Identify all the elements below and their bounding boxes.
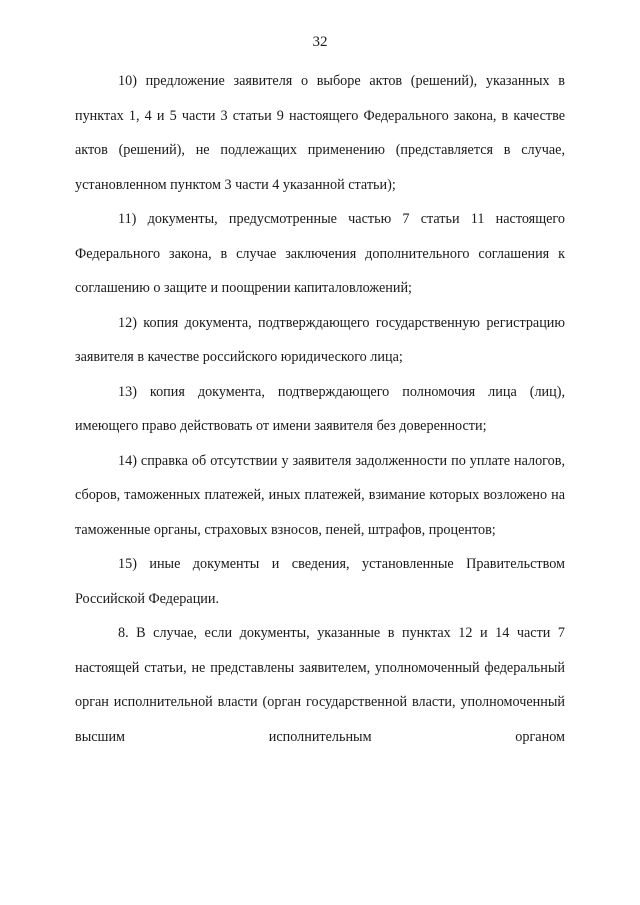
list-item-15: 15) иные документы и сведения, установленные Правительством Российской Федерации. [75, 556, 565, 607]
list-item-14: 14) справка об отсутствии у заявителя задолженности по уплате налогов, сборов, таможенных платежей, иных платежей, взимание которых возложено на таможенные органы, страховых взносов, пеней, штрафов, процентов; [75, 452, 565, 538]
page-number: 32 [312, 34, 328, 50]
list-item-10: 10) предложение заявителя о выборе актов (решений), указанных в пунктах 1, 4 и 5 части 3 статьи 9 настоящего Федерального закона, в качестве актов (решений), не подлежащих применению (представляется в случае, установленном пунктом 3 части 4 указанной статьи); [75, 73, 565, 193]
list-item-13: 13) копия документа, подтверждающего полномочия лица (лиц), имеющего право действовать от имени заявителя без доверенности; [75, 383, 565, 434]
document-body [75, 64, 565, 754]
list-item-12: 12) копия документа, подтверждающего государственную регистрацию заявителя в качестве российского юридического лица; [75, 314, 565, 365]
section-8-paragraph: 8. В случае, если документы, указанные в пунктах 12 и 14 части 7 настоящей статьи, не представлены заявителем, уполномоченный федеральный орган исполнительной власти (орган государственной власти, уполномоченный высшим исполнительным органом [75, 625, 565, 745]
list-item-11: 11) документы, предусмотренные частью 7 статьи 11 настоящего Федерального закона, в случае заключения дополнительного соглашения к соглашению о защите и поощрении капиталовложений; [75, 211, 565, 296]
